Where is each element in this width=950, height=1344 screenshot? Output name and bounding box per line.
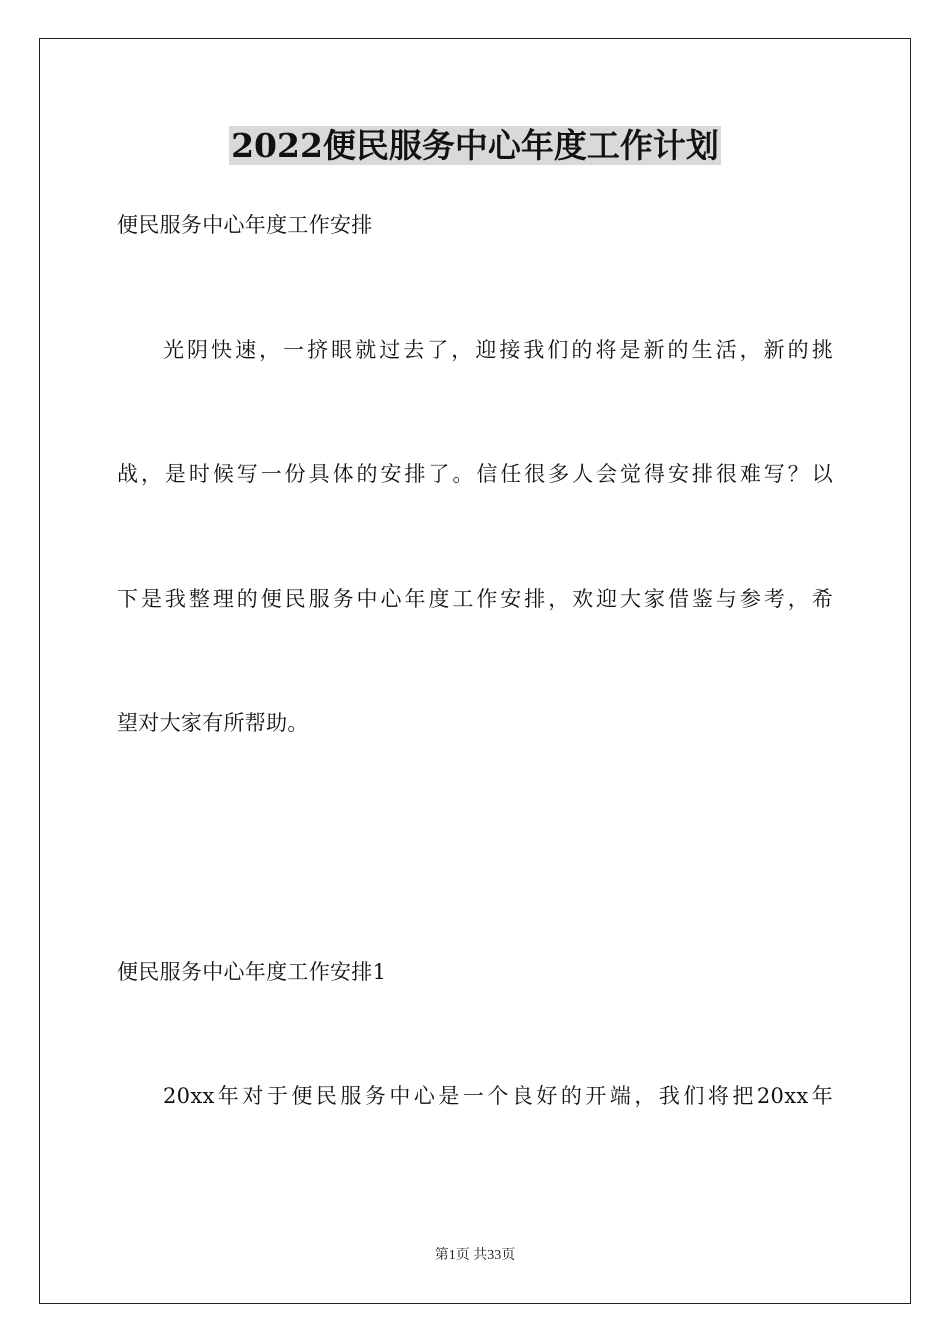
paragraph-line: 望对大家有所帮助。 — [117, 711, 309, 735]
paragraph-line: 光阴快速，一挤眼就过去了，迎接我们的将是新的生活，新的挑 — [163, 338, 833, 362]
paragraph-line: 下是我整理的便民服务中心年度工作安排，欢迎大家借鉴与参考，希 — [117, 587, 833, 611]
document-title: 2022便民服务中心年度工作计划 — [231, 126, 719, 165]
section-heading: 便民服务中心年度工作安排1 — [117, 960, 387, 984]
paragraph-line: 战，是时候写一份具体的安排了。信任很多人会觉得安排很难写？以 — [117, 462, 833, 486]
section-heading: 便民服务中心年度工作安排 — [117, 213, 373, 237]
paragraph-line: 20xx年对于便民服务中心是一个良好的开端，我们将把20xx年 — [163, 1084, 833, 1108]
page-footer: 第1页 共33页 — [434, 1248, 516, 1263]
